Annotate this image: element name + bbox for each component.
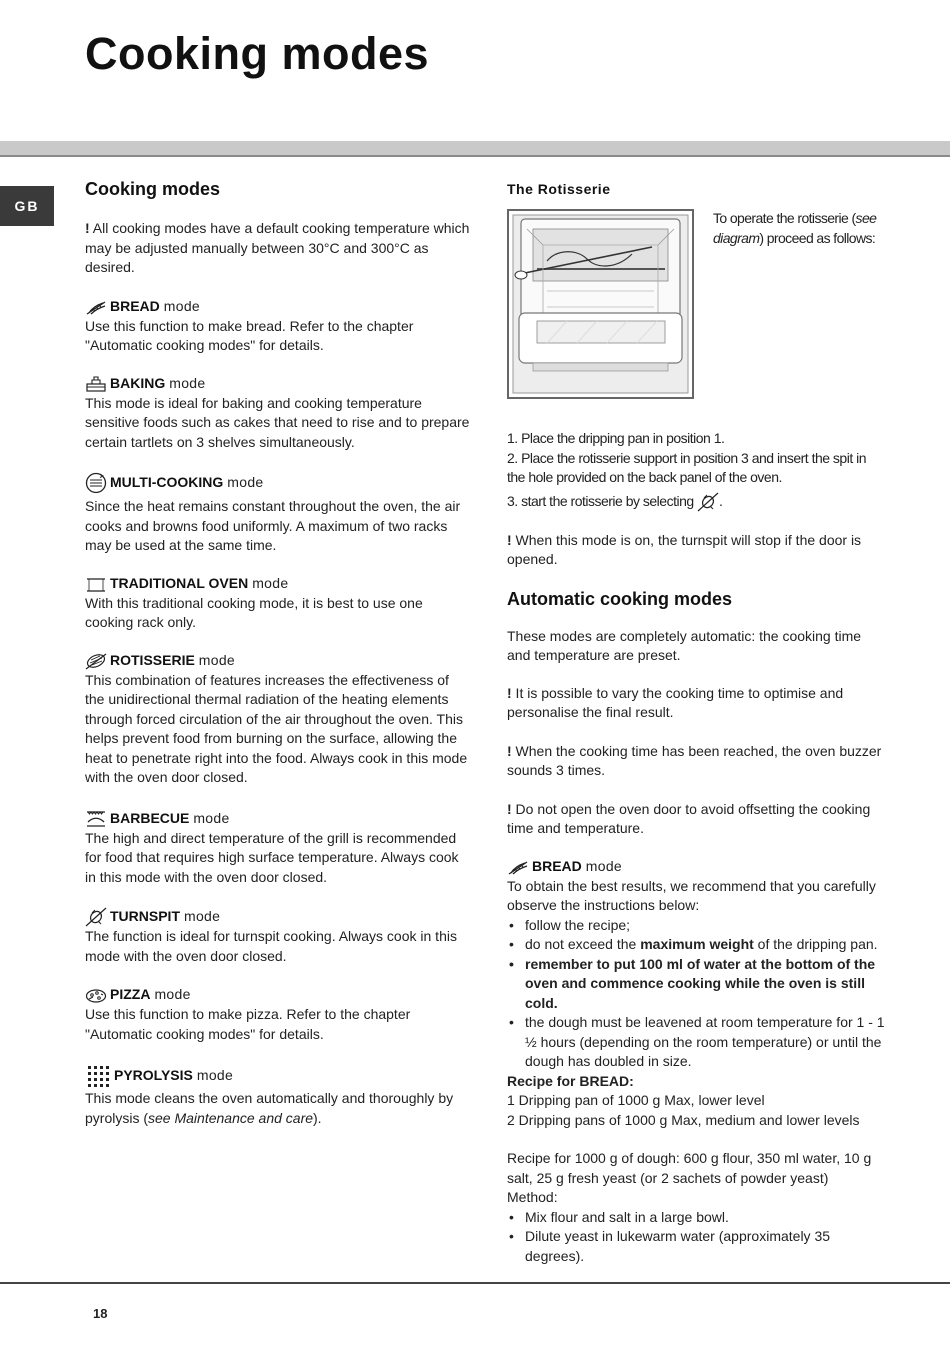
mode-rotisserie-text: This combination of features increases the effectiveness of the unidirectional thermal radiation of the heating elements through forced circulation of the air throughout the oven. This helps prevent food from burning on the surface, allowing the heat to penetrate right into the food. Always cook in this mode with the oven door closed. — [85, 671, 468, 785]
header-band — [0, 141, 950, 155]
rotisserie-step-2: 2. Place the rotisserie support in position 3 and insert the spit in the hole provided on the back panel of the oven. — [507, 449, 866, 485]
barbecue-icon — [85, 809, 107, 829]
mode-rotisserie: ROTISSERIE mode This combination of features increases the effectiveness of the unidirectional thermal radiation of the heating elements through forced circulation of the air throughout the oven. This helps prevent food from burning on the surface, allowing the heat to penetrate right into the food. Always cook in this mode with the oven door closed. — [85, 651, 470, 788]
mode-pyrolysis: PYROLYSIS mode This mode cleans the oven automatically and thoroughly by pyrolysis (see Maintenance and care). — [85, 1064, 470, 1128]
baking-icon — [85, 374, 107, 394]
bread-icon — [85, 297, 107, 317]
automatic-note-2: ! When the cooking time has been reached, the oven buzzer sounds 3 times. — [507, 742, 882, 779]
rotisserie-step-1: 1. Place the dripping pan in position 1. — [507, 430, 725, 446]
list-item: • Mix flour and salt in a large bowl. — [507, 1208, 887, 1228]
right-column — [507, 178, 887, 1266]
recipe-heading: Recipe for BREAD: — [507, 1072, 634, 1089]
mode-traditional-oven: TRADITIONAL OVEN mode With this traditional cooking mode, it is best to use one cooking rack only. — [85, 574, 470, 633]
automatic-note-1: ! It is possible to vary the cooking time to optimise and personalise the final result. — [507, 684, 844, 721]
mode-bread-text: Use this function to make bread. Refer to the chapter "Automatic cooking modes" for details. — [85, 317, 414, 353]
rotisserie-note: ! When this mode is on, the turnspit will stop if the door is opened. — [507, 531, 862, 568]
rotisserie-caption: To operate the rotisserie (see diagram) proceed as follows: — [713, 210, 877, 246]
left-column — [85, 178, 470, 1128]
list-item: • remember to put 100 ml of water at the bottom of the oven and commence cooking while the oven is still cold. — [507, 955, 887, 1014]
automatic-intro: These modes are completely automatic: the cooking time and temperature are preset. — [507, 627, 862, 664]
automatic-note-3: ! Do not open the oven door to avoid offsetting the cooking time and temperature. — [507, 800, 871, 837]
automatic-cooking-modes-heading: Automatic cooking modes — [507, 588, 733, 609]
header-divider — [0, 155, 950, 157]
rotisserie-icon — [85, 651, 107, 671]
pyrolysis-icon — [85, 1064, 111, 1088]
mode-multi-cooking: MULTI-COOKING mode Since the heat remains constant throughout the oven, the air cooks and browns food uniformly. A maximum of two racks may be used at the same time. — [85, 471, 470, 556]
list-item: • the dough must be leavened at room temperature for 1 - 1 ½ hours (depending on the room temperature) or until the dough has doubled in size. — [507, 1013, 887, 1072]
automatic-bread: BREAD mode To obtain the best results, we recommend that you carefully observe the instructions below: • follow the recipe; • do not exceed the maximum weight of the dripping pan. • remember to put 100 ml of water at the bottom of the oven and commence cooking while the oven is still cold. • the dough must be leavened at room temperature for 1 - 1 ½ hours (depending on the room temperature) or until the dough has doubled in size. Recipe for BREAD: 1 Dripping pan of 1000 g Max, lower level 2 Dripping pans of 1000 g Max, medium and lower levels Recipe for 1000 g of dough: 600 g flour, 350 ml water, 10 g salt, 25 g fresh yeast (or 2 sachets of powder yeast) Method: • Mix flour and salt in a large bowl. • Dilute yeast in lukewarm water (approximately 35 degrees). — [507, 857, 887, 1267]
turnspit-icon — [85, 907, 107, 927]
cooking-modes-heading: Cooking modes — [85, 179, 221, 199]
page-title: Cooking modes — [85, 28, 430, 79]
mode-bread: BREAD mode Use this function to make bread. Refer to the chapter "Automatic cooking modes" for details. — [85, 297, 470, 356]
rotisserie-heading: The Rotisserie — [507, 181, 611, 197]
bread-instructions-list — [507, 916, 887, 1072]
method-label: Method: — [507, 1189, 558, 1206]
list-item: • do not exceed the maximum weight of the dripping pan. — [507, 935, 887, 955]
rotisserie-block — [507, 209, 887, 399]
turnspit-icon — [697, 492, 719, 512]
mode-pizza: PIZZA mode Use this function to make pizza. Refer to the chapter "Automatic cooking modes" for details. — [85, 985, 470, 1044]
mode-traditional-oven-text: With this traditional cooking mode, it is best to use one cooking rack only. — [85, 594, 423, 630]
automatic-bread-intro: To obtain the best results, we recommend that you carefully observe the instructions below: — [507, 877, 876, 914]
rotisserie-diagram — [507, 209, 694, 399]
list-item: • follow the recipe; — [507, 916, 887, 936]
bread-icon — [507, 857, 529, 877]
mode-barbecue-text: The high and direct temperature of the grill is recommended for food that requires high surface temperature. Always cook in this mode with the oven door closed. — [85, 829, 459, 885]
mode-multi-cooking-text: Since the heat remains constant throughout the oven, the air cooks and browns food uniformly. A maximum of two racks may be used at the same time. — [85, 498, 461, 553]
mode-turnspit: TURNSPIT mode The function is ideal for turnspit cooking. Always cook in this mode with the oven door closed. — [85, 907, 470, 966]
multi-cooking-icon — [85, 471, 107, 495]
rotisserie-step-3: 3. start the rotisserie by selecting . — [507, 492, 887, 512]
mode-pyrolysis-text: This mode cleans the oven automatically and thoroughly by pyrolysis (see Maintenance and care). — [85, 1090, 454, 1126]
mode-turnspit-text: The function is ideal for turnspit cooking. Always cook in this mode with the oven door closed. — [85, 928, 457, 964]
mode-baking: BAKING mode This mode is ideal for baking and cooking temperature sensitive foods such as cakes that need to rise and to prepare certain tartlets on 3 shelves simultaneously. — [85, 374, 470, 453]
rotisserie-steps — [507, 429, 887, 512]
mode-pizza-text: Use this function to make pizza. Refer to the chapter "Automatic cooking modes" for details. — [85, 1006, 411, 1042]
recipe-line-2: 2 Dripping pans of 1000 g Max, medium and lower levels — [507, 1111, 860, 1128]
method-list — [507, 1208, 887, 1267]
recipe-line-1: 1 Dripping pan of 1000 g Max, lower level — [507, 1092, 765, 1109]
pizza-icon — [85, 985, 107, 1005]
page-number: 18 — [93, 1306, 108, 1321]
footer-divider — [0, 1282, 950, 1284]
mode-barbecue: BARBECUE mode The high and direct temperature of the grill is recommended for food that requires high surface temperature. Always cook in this mode with the oven door closed. — [85, 809, 470, 888]
list-item: • Dilute yeast in lukewarm water (approximately 35 degrees). — [507, 1227, 887, 1266]
traditional-oven-icon — [85, 574, 107, 594]
recipe-dough: Recipe for 1000 g of dough: 600 g flour, 350 ml water, 10 g salt, 25 g fresh yeast (or 2 sachets of powder yeast) — [507, 1150, 872, 1186]
mode-baking-text: This mode is ideal for baking and cooking temperature sensitive foods such as cakes that need to rise and to prepare certain tartlets on 3 shelves simultaneously. — [85, 394, 470, 450]
intro-paragraph: ! All cooking modes have a default cooking temperature which may be adjusted manually between 30°C and 300°C as desired. — [85, 220, 470, 275]
language-tab: GB — [0, 186, 54, 226]
